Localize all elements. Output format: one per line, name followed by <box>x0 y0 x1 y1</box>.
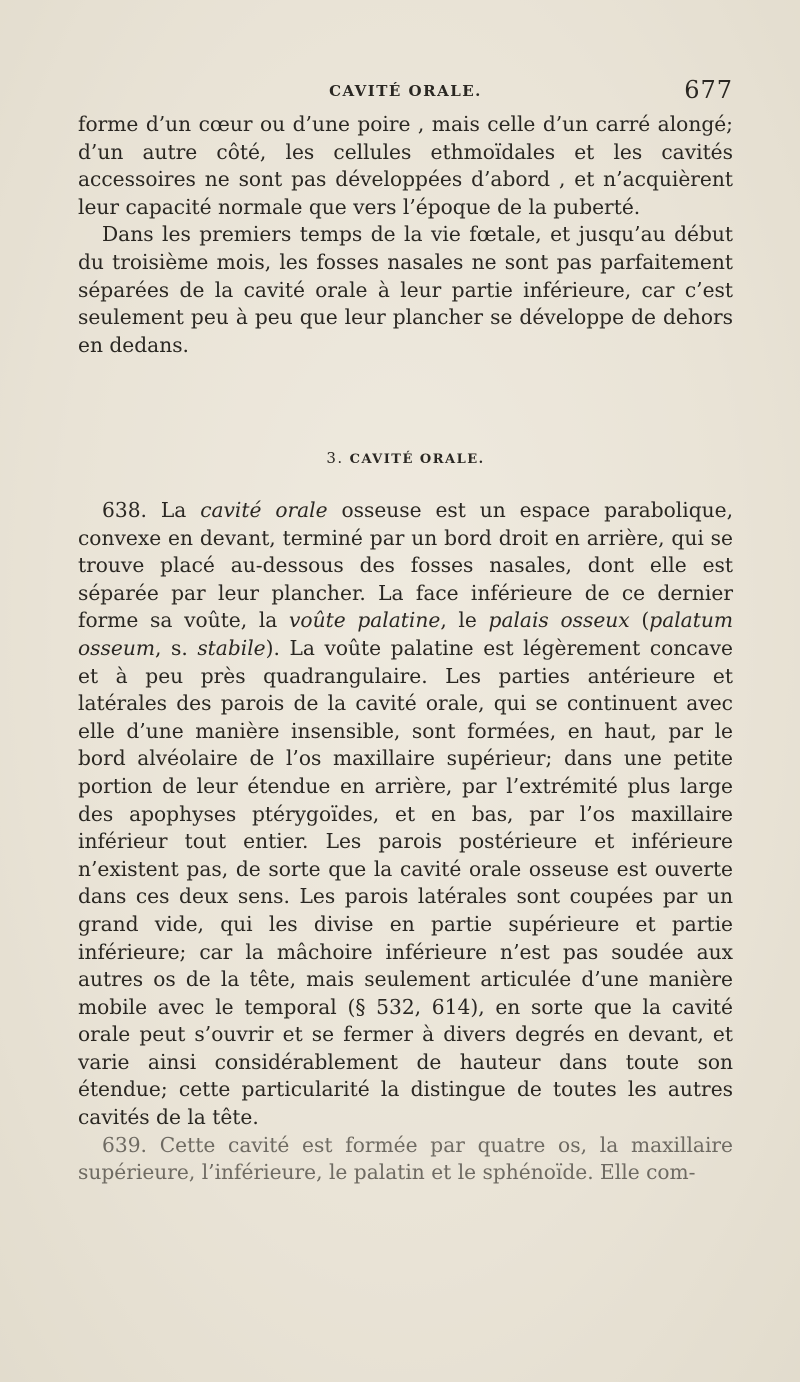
section-heading <box>78 449 733 467</box>
italic-term: cavité orale <box>200 498 328 522</box>
text-run: ). La voûte palatine est légèrement concave et à peu près quadrangulaire. Les parties antérieure et latérales des parois de la cavité orale, qui se continuent avec elle d’une manière insensible, sont formées, en haut, par le bord alvéolaire de l’os maxillaire supérieur; dans une petite portion de leur étendue en arrière, par l’extrémité plus large des apophyses ptérygoïdes, et en bas, par l’os maxillaire inférieur tout entier. Les parois postérieure et inférieure n’existent pas, de sorte que la cavité orale osseuse est ouverte dans ces deux sens. Les parois latérales sont coupées par un grand vide, qui les divise en partie supérieure et partie inférieure; car la mâchoire inférieure n’est pas soudée aux autres os de la tête, mais seulement articulée d’une manière mobile avec le temporal (§ 532, 614), en sorte que la cavité orale peut s’ouvrir et se fermer à divers degrés en devant, et varie ainsi considérablement de hauteur dans toute son étendue; cette particularité la distingue de toutes les autres cavités de la tête. <box>78 635 733 1130</box>
text-run: , s. <box>154 635 188 660</box>
italic-term: stabile <box>197 635 266 660</box>
text-run: Cette cavité est formée par quatre os, la maxillaire supérieure, l’inférieure, le palatin et le sphénoïde. Elle com- <box>78 1132 734 1185</box>
paragraph-puberty: forme d’un cœur ou d’une poire , mais celle d’un carré alongé; d’un autre côté, les cellules ethmoïdales et les cavités accessoires ne sont pas développées d’abord , et n’acquièrent leur capacité normale que vers l’époque de la puberté. <box>78 112 733 219</box>
text-run: ( <box>641 608 650 633</box>
running-head <box>78 76 733 106</box>
section-title: CAVITÉ ORALE. <box>349 452 485 467</box>
text-run: , le <box>440 608 477 633</box>
paragraph-fetal: Dans les premiers temps de la vie fœtale, et jusqu’au début du troisième mois, les fosses nasales ne sont pas parfaitement séparées de la cavité orale à leur partie inférieure, car c’est seulement peu à peu que leur plancher se développe de dehors en dedans. <box>78 222 733 357</box>
italic-term: palais osseux <box>488 608 630 633</box>
paragraph-number: 639. <box>102 1132 147 1157</box>
paragraph-number: 638. <box>102 498 147 522</box>
page-number: 677 <box>684 76 733 104</box>
text-run: La <box>160 498 187 522</box>
text-block-top <box>78 111 733 359</box>
running-title: CAVITÉ ORALE. <box>329 82 482 100</box>
paragraph-639 <box>78 1132 733 1187</box>
text-run: osseuse est un espace parabolique, convexe en devant, terminé par un bord droit en arrière, qui se trouve placé au-dessous des fosses nasales, dont elle est séparée par leur plancher. La face inférieure de ce dernier forme sa voûte, la <box>78 498 733 633</box>
italic-term: voûte palatine <box>289 608 441 633</box>
text-block-main <box>78 497 733 1187</box>
paragraph-638 <box>78 497 733 1132</box>
italic-term: palatum osseum <box>78 608 733 660</box>
section-number: 3. <box>326 449 344 467</box>
